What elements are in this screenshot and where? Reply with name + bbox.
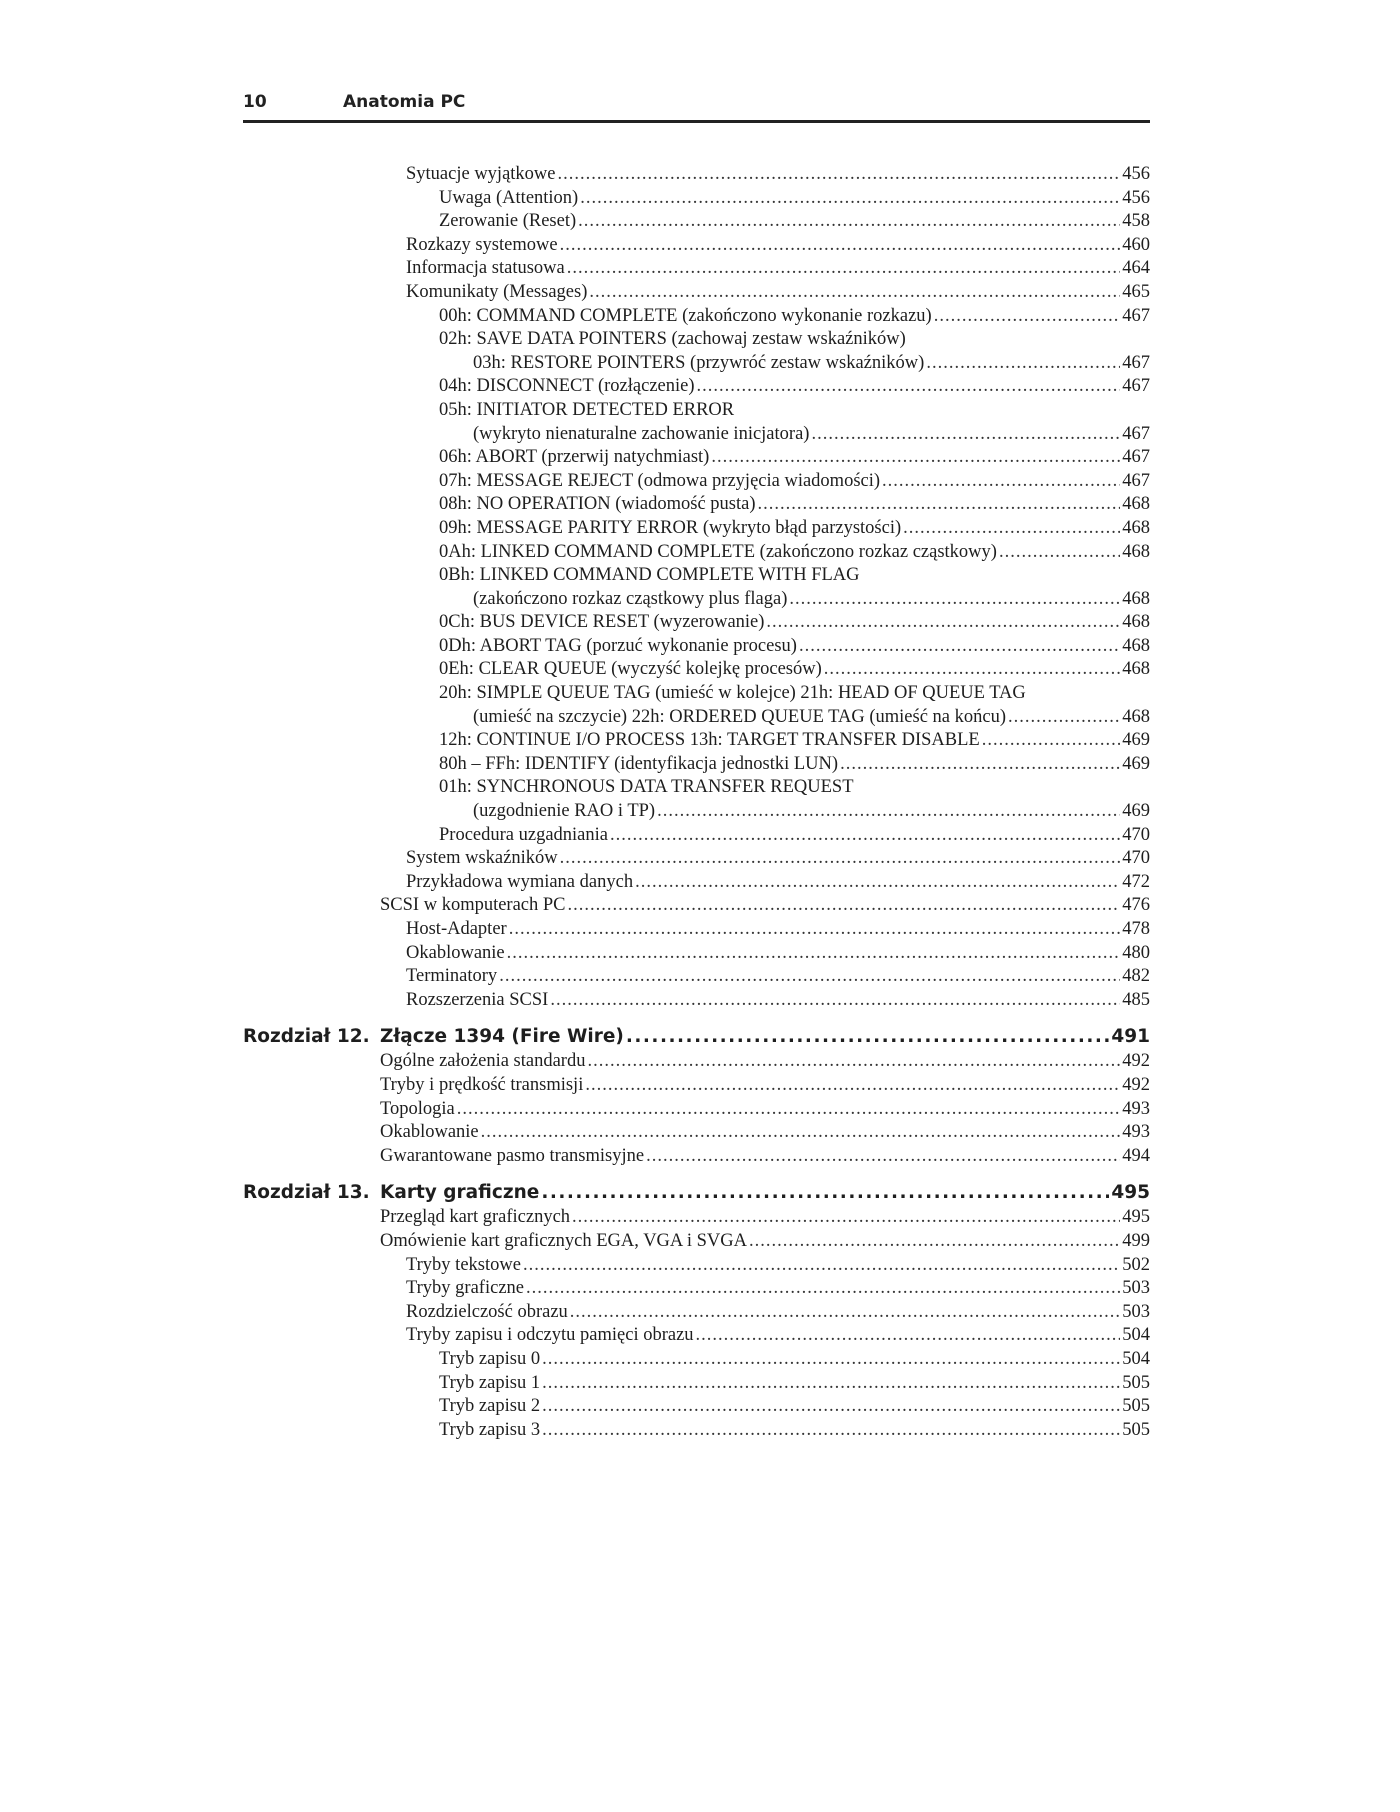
toc-entry[interactable] bbox=[473, 352, 1150, 376]
toc-entry-title: 20h: SIMPLE QUEUE TAG (umieść w kolejce) 21h: HEAD OF QUEUE TAG bbox=[439, 683, 1026, 704]
toc-entry-title: Gwarantowane pasmo transmisyjne bbox=[380, 1145, 645, 1166]
dot-leader bbox=[635, 871, 1120, 895]
dot-leader bbox=[934, 305, 1121, 329]
toc-row bbox=[243, 163, 1150, 187]
dot-leader bbox=[580, 187, 1120, 211]
toc-entry-page-number: 504 bbox=[1122, 1325, 1150, 1346]
toc-row bbox=[243, 894, 1150, 918]
toc-row bbox=[243, 824, 1150, 848]
dot-leader bbox=[1008, 706, 1120, 730]
toc-entry-title: SCSI w komputerach PC bbox=[380, 895, 566, 916]
toc-entry-page-number: 464 bbox=[1122, 258, 1150, 279]
running-header bbox=[243, 90, 1150, 123]
toc-row bbox=[243, 517, 1150, 541]
dot-leader bbox=[568, 894, 1121, 918]
dot-leader bbox=[570, 1301, 1120, 1325]
toc-row bbox=[243, 1254, 1150, 1278]
toc-entry-page-number: 482 bbox=[1122, 966, 1150, 987]
toc-entry[interactable] bbox=[406, 918, 1150, 942]
toc-row bbox=[243, 1206, 1150, 1230]
toc-entry[interactable] bbox=[439, 399, 1150, 423]
toc-row bbox=[243, 658, 1150, 682]
toc-entry-title: Ogólne założenia standardu bbox=[380, 1051, 586, 1072]
toc-entry-title: (zakończono rozkaz cząstkowy plus flaga) bbox=[473, 588, 788, 609]
toc-row bbox=[243, 1050, 1150, 1074]
toc-entry-page-number: 505 bbox=[1122, 1396, 1150, 1417]
toc-row bbox=[243, 1121, 1150, 1145]
toc-entry-page-number: 467 bbox=[1122, 470, 1150, 491]
toc-entry-title: Tryby i prędkość transmisji bbox=[380, 1074, 584, 1095]
toc-entry-title: Tryby tekstowe bbox=[406, 1254, 521, 1275]
book-title: Anatomia PC bbox=[343, 92, 466, 112]
toc-row bbox=[243, 210, 1150, 234]
toc-row bbox=[243, 1301, 1150, 1325]
toc-entry[interactable] bbox=[439, 541, 1150, 565]
toc-entry[interactable] bbox=[439, 658, 1150, 682]
toc-entry-page-number: 468 bbox=[1122, 635, 1150, 656]
dot-leader bbox=[999, 541, 1120, 565]
toc-entry[interactable] bbox=[439, 517, 1150, 541]
toc-row bbox=[243, 541, 1150, 565]
toc-entry-title: Uwaga (Attention) bbox=[439, 187, 579, 208]
toc-entry[interactable] bbox=[439, 729, 1150, 753]
toc-entry[interactable] bbox=[380, 1145, 1150, 1169]
dot-leader bbox=[840, 753, 1120, 777]
toc-entry-page-number: 468 bbox=[1122, 659, 1150, 680]
toc-row bbox=[243, 776, 1150, 800]
toc-entry[interactable] bbox=[380, 1098, 1150, 1122]
toc-entry-page-number: 504 bbox=[1122, 1348, 1150, 1369]
toc-entry-title: 08h: NO OPERATION (wiadomość pusta) bbox=[439, 494, 756, 515]
toc-entry[interactable] bbox=[406, 989, 1150, 1013]
toc-entry-title: 0Ah: LINKED COMMAND COMPLETE (zakończono rozkaz cząstkowy) bbox=[439, 541, 997, 562]
toc-entry-title: Procedura uzgadniania bbox=[439, 824, 608, 845]
dot-leader bbox=[799, 635, 1120, 659]
toc-row bbox=[243, 423, 1150, 447]
chapter-title: Karty graficzne bbox=[380, 1182, 540, 1204]
toc-entry[interactable] bbox=[406, 281, 1150, 305]
toc-row bbox=[243, 753, 1150, 777]
dot-leader bbox=[982, 729, 1121, 753]
toc-entry-page-number: 467 bbox=[1122, 305, 1150, 326]
toc-entry-title: 0Dh: ABORT TAG (porzuć wykonanie procesu) bbox=[439, 635, 797, 656]
toc-entry-page-number: 456 bbox=[1122, 187, 1150, 208]
toc-entry[interactable] bbox=[439, 564, 1150, 588]
toc-row bbox=[243, 588, 1150, 612]
dot-leader bbox=[542, 1395, 1120, 1419]
dot-leader bbox=[457, 1098, 1121, 1122]
toc-entry-title: 00h: COMMAND COMPLETE (zakończono wykonanie rozkazu) bbox=[439, 305, 932, 326]
toc-entry-page-number: 505 bbox=[1122, 1372, 1150, 1393]
toc-entry-title: Omówienie kart graficznych EGA, VGA i SVGA bbox=[380, 1230, 748, 1251]
toc-entry[interactable] bbox=[380, 1050, 1150, 1074]
dot-leader bbox=[542, 1372, 1120, 1396]
toc-entry-title: 80h – FFh: IDENTIFY (identyfikacja jednostki LUN) bbox=[439, 753, 839, 774]
toc-entry-page-number: 502 bbox=[1122, 1254, 1150, 1275]
toc-row bbox=[243, 942, 1150, 966]
toc-entry-page-number: 467 bbox=[1122, 352, 1150, 373]
toc-entry-page-number: 503 bbox=[1122, 1278, 1150, 1299]
toc-entry-page-number: 492 bbox=[1122, 1051, 1150, 1072]
toc-entry-title: (wykryto nienaturalne zachowanie inicjatora) bbox=[473, 423, 810, 444]
dot-leader bbox=[572, 1206, 1120, 1230]
toc-entry-title: Topologia bbox=[380, 1098, 455, 1119]
toc-entry-title: 05h: INITIATOR DETECTED ERROR bbox=[439, 399, 735, 420]
toc-row bbox=[243, 635, 1150, 659]
toc-entry[interactable] bbox=[439, 1372, 1150, 1396]
toc-entry[interactable] bbox=[473, 706, 1150, 730]
toc-entry-page-number: 493 bbox=[1122, 1122, 1150, 1143]
toc-entry-title: Sytuacje wyjątkowe bbox=[406, 164, 556, 184]
toc-entry-title: 03h: RESTORE POINTERS (przywróć zestaw wskaźników) bbox=[473, 352, 925, 373]
toc-entry-page-number: 505 bbox=[1122, 1419, 1150, 1440]
toc-entry[interactable] bbox=[406, 234, 1150, 258]
toc-row bbox=[243, 1145, 1150, 1169]
toc-entry-page-number: 468 bbox=[1122, 494, 1150, 515]
toc-entry-title: 02h: SAVE DATA POINTERS (zachowaj zestaw wskaźników) bbox=[439, 329, 906, 350]
dot-leader bbox=[766, 611, 1120, 635]
toc-row bbox=[243, 1348, 1150, 1372]
toc-row bbox=[243, 328, 1150, 352]
toc-entry[interactable] bbox=[439, 187, 1150, 211]
page-number: 10 bbox=[243, 92, 267, 112]
toc-entry[interactable] bbox=[406, 1324, 1150, 1348]
toc-entry-title: Okablowanie bbox=[380, 1122, 479, 1143]
toc-entry[interactable] bbox=[473, 588, 1150, 612]
toc-row bbox=[243, 847, 1150, 871]
toc-row bbox=[243, 1395, 1150, 1419]
toc-entry[interactable] bbox=[439, 776, 1150, 800]
toc-entry-page-number: 493 bbox=[1122, 1098, 1150, 1119]
toc-row bbox=[243, 470, 1150, 494]
toc-row bbox=[243, 446, 1150, 470]
toc-entry-title: Przegląd kart graficznych bbox=[380, 1207, 571, 1228]
toc-row bbox=[243, 564, 1150, 588]
toc-entry-title: 07h: MESSAGE REJECT (odmowa przyjęcia wiadomości) bbox=[439, 470, 881, 491]
toc-entry[interactable] bbox=[473, 423, 1150, 447]
toc-row bbox=[243, 800, 1150, 824]
chapter-label: Rozdział 12. bbox=[243, 1026, 370, 1048]
toc-entry-title: Tryby graficzne bbox=[406, 1278, 524, 1299]
toc-entry[interactable] bbox=[439, 328, 1150, 352]
dot-leader bbox=[711, 446, 1120, 470]
toc-entry-page-number: 458 bbox=[1122, 211, 1150, 232]
toc-entry-title: 0Bh: LINKED COMMAND COMPLETE WITH FLAG bbox=[439, 565, 860, 586]
dot-leader bbox=[587, 1050, 1120, 1074]
chapter-title-line bbox=[380, 1180, 1150, 1205]
toc-entry-page-number: 468 bbox=[1122, 612, 1150, 633]
toc-row bbox=[243, 965, 1150, 989]
toc-row bbox=[243, 989, 1150, 1013]
toc-entry-page-number: 468 bbox=[1122, 517, 1150, 538]
toc-entry-page-number: 470 bbox=[1122, 824, 1150, 845]
toc-row bbox=[243, 1230, 1150, 1254]
toc-row bbox=[243, 706, 1150, 730]
toc-row bbox=[243, 1324, 1150, 1348]
dot-leader bbox=[696, 1324, 1121, 1348]
chapter-page-number: 491 bbox=[1111, 1026, 1150, 1048]
toc-row bbox=[243, 729, 1150, 753]
toc-entry-page-number: 495 bbox=[1122, 1207, 1150, 1228]
dot-leader bbox=[526, 1277, 1120, 1301]
toc-row bbox=[243, 281, 1150, 305]
toc-entry[interactable] bbox=[380, 1230, 1150, 1254]
toc-entry-page-number: 492 bbox=[1122, 1074, 1150, 1095]
dot-leader bbox=[523, 1254, 1120, 1278]
toc-entry[interactable] bbox=[380, 1206, 1150, 1230]
toc-entry[interactable] bbox=[439, 753, 1150, 777]
toc-entry-title: (uzgodnienie RAO i TP) bbox=[473, 801, 656, 822]
toc-entry-title: Rozdzielczość obrazu bbox=[406, 1301, 568, 1322]
toc-entry-page-number: 467 bbox=[1122, 447, 1150, 468]
dot-leader bbox=[558, 163, 1121, 187]
toc-entry-title: 09h: MESSAGE PARITY ERROR (wykryto błąd parzystości) bbox=[439, 517, 902, 538]
toc-entry-page-number: 472 bbox=[1122, 871, 1150, 892]
toc-entry-page-number: 460 bbox=[1122, 234, 1150, 255]
toc-entry[interactable] bbox=[380, 1121, 1150, 1145]
chapter-heading[interactable] bbox=[243, 1180, 1150, 1205]
toc-entry-title: 06h: ABORT (przerwij natychmiast) bbox=[439, 447, 710, 468]
toc-entry-page-number: 470 bbox=[1122, 848, 1150, 869]
toc-entry[interactable] bbox=[406, 1254, 1150, 1278]
toc-entry[interactable] bbox=[439, 1395, 1150, 1419]
toc-entry-title: Zerowanie (Reset) bbox=[439, 211, 577, 232]
toc-entry-title: Rozkazy systemowe bbox=[406, 234, 558, 255]
toc-entry-title: 04h: DISCONNECT (rozłączenie) bbox=[439, 376, 695, 397]
toc-entry-title: Przykładowa wymiana danych bbox=[406, 871, 634, 892]
toc-entry-title: Tryb zapisu 2 bbox=[439, 1396, 541, 1417]
dot-leader bbox=[926, 352, 1120, 376]
dot-leader bbox=[903, 517, 1120, 541]
dot-leader bbox=[585, 1074, 1120, 1098]
toc-entry[interactable] bbox=[439, 305, 1150, 329]
toc-row bbox=[243, 257, 1150, 281]
dot-leader bbox=[560, 234, 1121, 258]
toc-entry-title: Komunikaty (Messages) bbox=[406, 281, 588, 302]
toc-entry-title: Tryb zapisu 1 bbox=[439, 1372, 541, 1393]
dot-leader bbox=[560, 847, 1121, 871]
toc-entry[interactable] bbox=[406, 163, 1150, 187]
dot-leader bbox=[657, 800, 1120, 824]
toc-row bbox=[243, 187, 1150, 211]
toc-entry-page-number: 478 bbox=[1122, 919, 1150, 939]
toc-row bbox=[243, 682, 1150, 706]
toc-entry[interactable] bbox=[439, 611, 1150, 635]
dot-leader bbox=[499, 965, 1120, 989]
toc-entry[interactable] bbox=[406, 1277, 1150, 1301]
toc-entry-page-number: 499 bbox=[1122, 1230, 1150, 1251]
toc-entry-title: Host-Adapter bbox=[406, 919, 507, 939]
toc-entry[interactable] bbox=[380, 1074, 1150, 1098]
toc-entry-title: Tryb zapisu 3 bbox=[439, 1419, 541, 1440]
toc-entry-page-number: 465 bbox=[1122, 281, 1150, 302]
dot-leader bbox=[481, 1121, 1121, 1145]
dot-leader bbox=[542, 1348, 1120, 1372]
chapter-heading[interactable] bbox=[243, 1024, 1150, 1049]
dot-leader bbox=[626, 1024, 1110, 1049]
toc-entry[interactable] bbox=[380, 894, 1150, 918]
toc-row bbox=[243, 1419, 1150, 1443]
toc-entry[interactable] bbox=[439, 682, 1150, 706]
toc-entry-page-number: 469 bbox=[1122, 801, 1150, 822]
toc-entry[interactable] bbox=[406, 1301, 1150, 1325]
toc-row bbox=[243, 493, 1150, 517]
toc-row bbox=[243, 375, 1150, 399]
chapter-title-line bbox=[380, 1024, 1150, 1049]
toc-entry[interactable] bbox=[406, 257, 1150, 281]
toc-entry-title: System wskaźników bbox=[406, 848, 558, 869]
chapter-title: Złącze 1394 (Fire Wire) bbox=[380, 1026, 624, 1048]
toc-row bbox=[243, 234, 1150, 258]
toc-row bbox=[243, 1074, 1150, 1098]
toc-entry-title: Terminatory bbox=[406, 966, 498, 987]
toc-row bbox=[243, 871, 1150, 895]
dot-leader bbox=[749, 1230, 1120, 1254]
toc-entry-page-number: 494 bbox=[1122, 1145, 1150, 1166]
dot-leader bbox=[610, 824, 1120, 848]
toc-entry-page-number: 468 bbox=[1122, 588, 1150, 609]
toc-entry[interactable] bbox=[439, 446, 1150, 470]
toc-entry-title: Tryby zapisu i odczytu pamięci obrazu bbox=[406, 1325, 694, 1346]
toc-row bbox=[243, 1277, 1150, 1301]
toc-row bbox=[243, 1372, 1150, 1396]
dot-leader bbox=[646, 1145, 1120, 1169]
toc-entry-title: 0Ch: BUS DEVICE RESET (wyzerowanie) bbox=[439, 612, 765, 633]
dot-leader bbox=[578, 210, 1120, 234]
toc-entry-page-number: 503 bbox=[1122, 1301, 1150, 1322]
toc-entry-page-number: 480 bbox=[1122, 942, 1150, 963]
toc-entry-page-number: 469 bbox=[1122, 730, 1150, 751]
toc-entry-page-number: 456 bbox=[1122, 164, 1150, 184]
toc-entry[interactable] bbox=[439, 470, 1150, 494]
dot-leader bbox=[542, 1419, 1120, 1443]
toc-entry[interactable] bbox=[439, 824, 1150, 848]
toc-entry[interactable] bbox=[473, 800, 1150, 824]
dot-leader bbox=[509, 918, 1121, 942]
toc-entry-page-number: 467 bbox=[1122, 423, 1150, 444]
dot-leader bbox=[758, 493, 1121, 517]
toc-row bbox=[243, 352, 1150, 376]
toc-entry-title: Informacja statusowa bbox=[406, 258, 565, 279]
dot-leader bbox=[882, 470, 1120, 494]
toc-entry-title: 01h: SYNCHRONOUS DATA TRANSFER REQUEST bbox=[439, 777, 854, 798]
toc-row bbox=[243, 611, 1150, 635]
dot-leader bbox=[824, 658, 1121, 682]
toc-entry[interactable] bbox=[439, 1348, 1150, 1372]
toc-entry-page-number: 468 bbox=[1122, 541, 1150, 562]
dot-leader bbox=[789, 588, 1120, 612]
toc-entry-title: 12h: CONTINUE I/O PROCESS 13h: TARGET TRANSFER DISABLE bbox=[439, 730, 980, 751]
toc-entry-title: 0Eh: CLEAR QUEUE (wyczyść kolejkę procesów) bbox=[439, 659, 822, 680]
toc-entry[interactable] bbox=[406, 847, 1150, 871]
chapter-page-number: 495 bbox=[1111, 1182, 1150, 1204]
toc-entry[interactable] bbox=[439, 1419, 1150, 1443]
table-of-contents bbox=[243, 163, 1150, 1442]
dot-leader bbox=[567, 257, 1121, 281]
toc-entry[interactable] bbox=[406, 965, 1150, 989]
dot-leader bbox=[541, 1180, 1109, 1205]
toc-entry-title: (umieść na szczycie) 22h: ORDERED QUEUE TAG (umieść na końcu) bbox=[473, 706, 1006, 727]
toc-entry[interactable] bbox=[406, 942, 1150, 966]
toc-entry-page-number: 468 bbox=[1122, 706, 1150, 727]
toc-entry-title: Tryb zapisu 0 bbox=[439, 1348, 541, 1369]
toc-entry[interactable] bbox=[439, 210, 1150, 234]
toc-entry[interactable] bbox=[439, 635, 1150, 659]
toc-entry-title: Okablowanie bbox=[406, 942, 505, 963]
dot-leader bbox=[697, 375, 1121, 399]
dot-leader bbox=[589, 281, 1120, 305]
toc-row bbox=[243, 918, 1150, 942]
dot-leader bbox=[550, 989, 1120, 1013]
toc-entry[interactable] bbox=[406, 871, 1150, 895]
toc-entry[interactable] bbox=[439, 375, 1150, 399]
toc-entry-page-number: 476 bbox=[1122, 895, 1150, 916]
chapter-label: Rozdział 13. bbox=[243, 1182, 370, 1204]
dot-leader bbox=[811, 423, 1120, 447]
toc-row bbox=[243, 1098, 1150, 1122]
toc-entry-page-number: 485 bbox=[1122, 989, 1150, 1010]
toc-entry[interactable] bbox=[439, 493, 1150, 517]
dot-leader bbox=[507, 942, 1121, 966]
toc-row bbox=[243, 305, 1150, 329]
toc-entry-page-number: 467 bbox=[1122, 376, 1150, 397]
toc-row bbox=[243, 399, 1150, 423]
toc-entry-page-number: 469 bbox=[1122, 753, 1150, 774]
toc-entry-title: Rozszerzenia SCSI bbox=[406, 989, 549, 1010]
